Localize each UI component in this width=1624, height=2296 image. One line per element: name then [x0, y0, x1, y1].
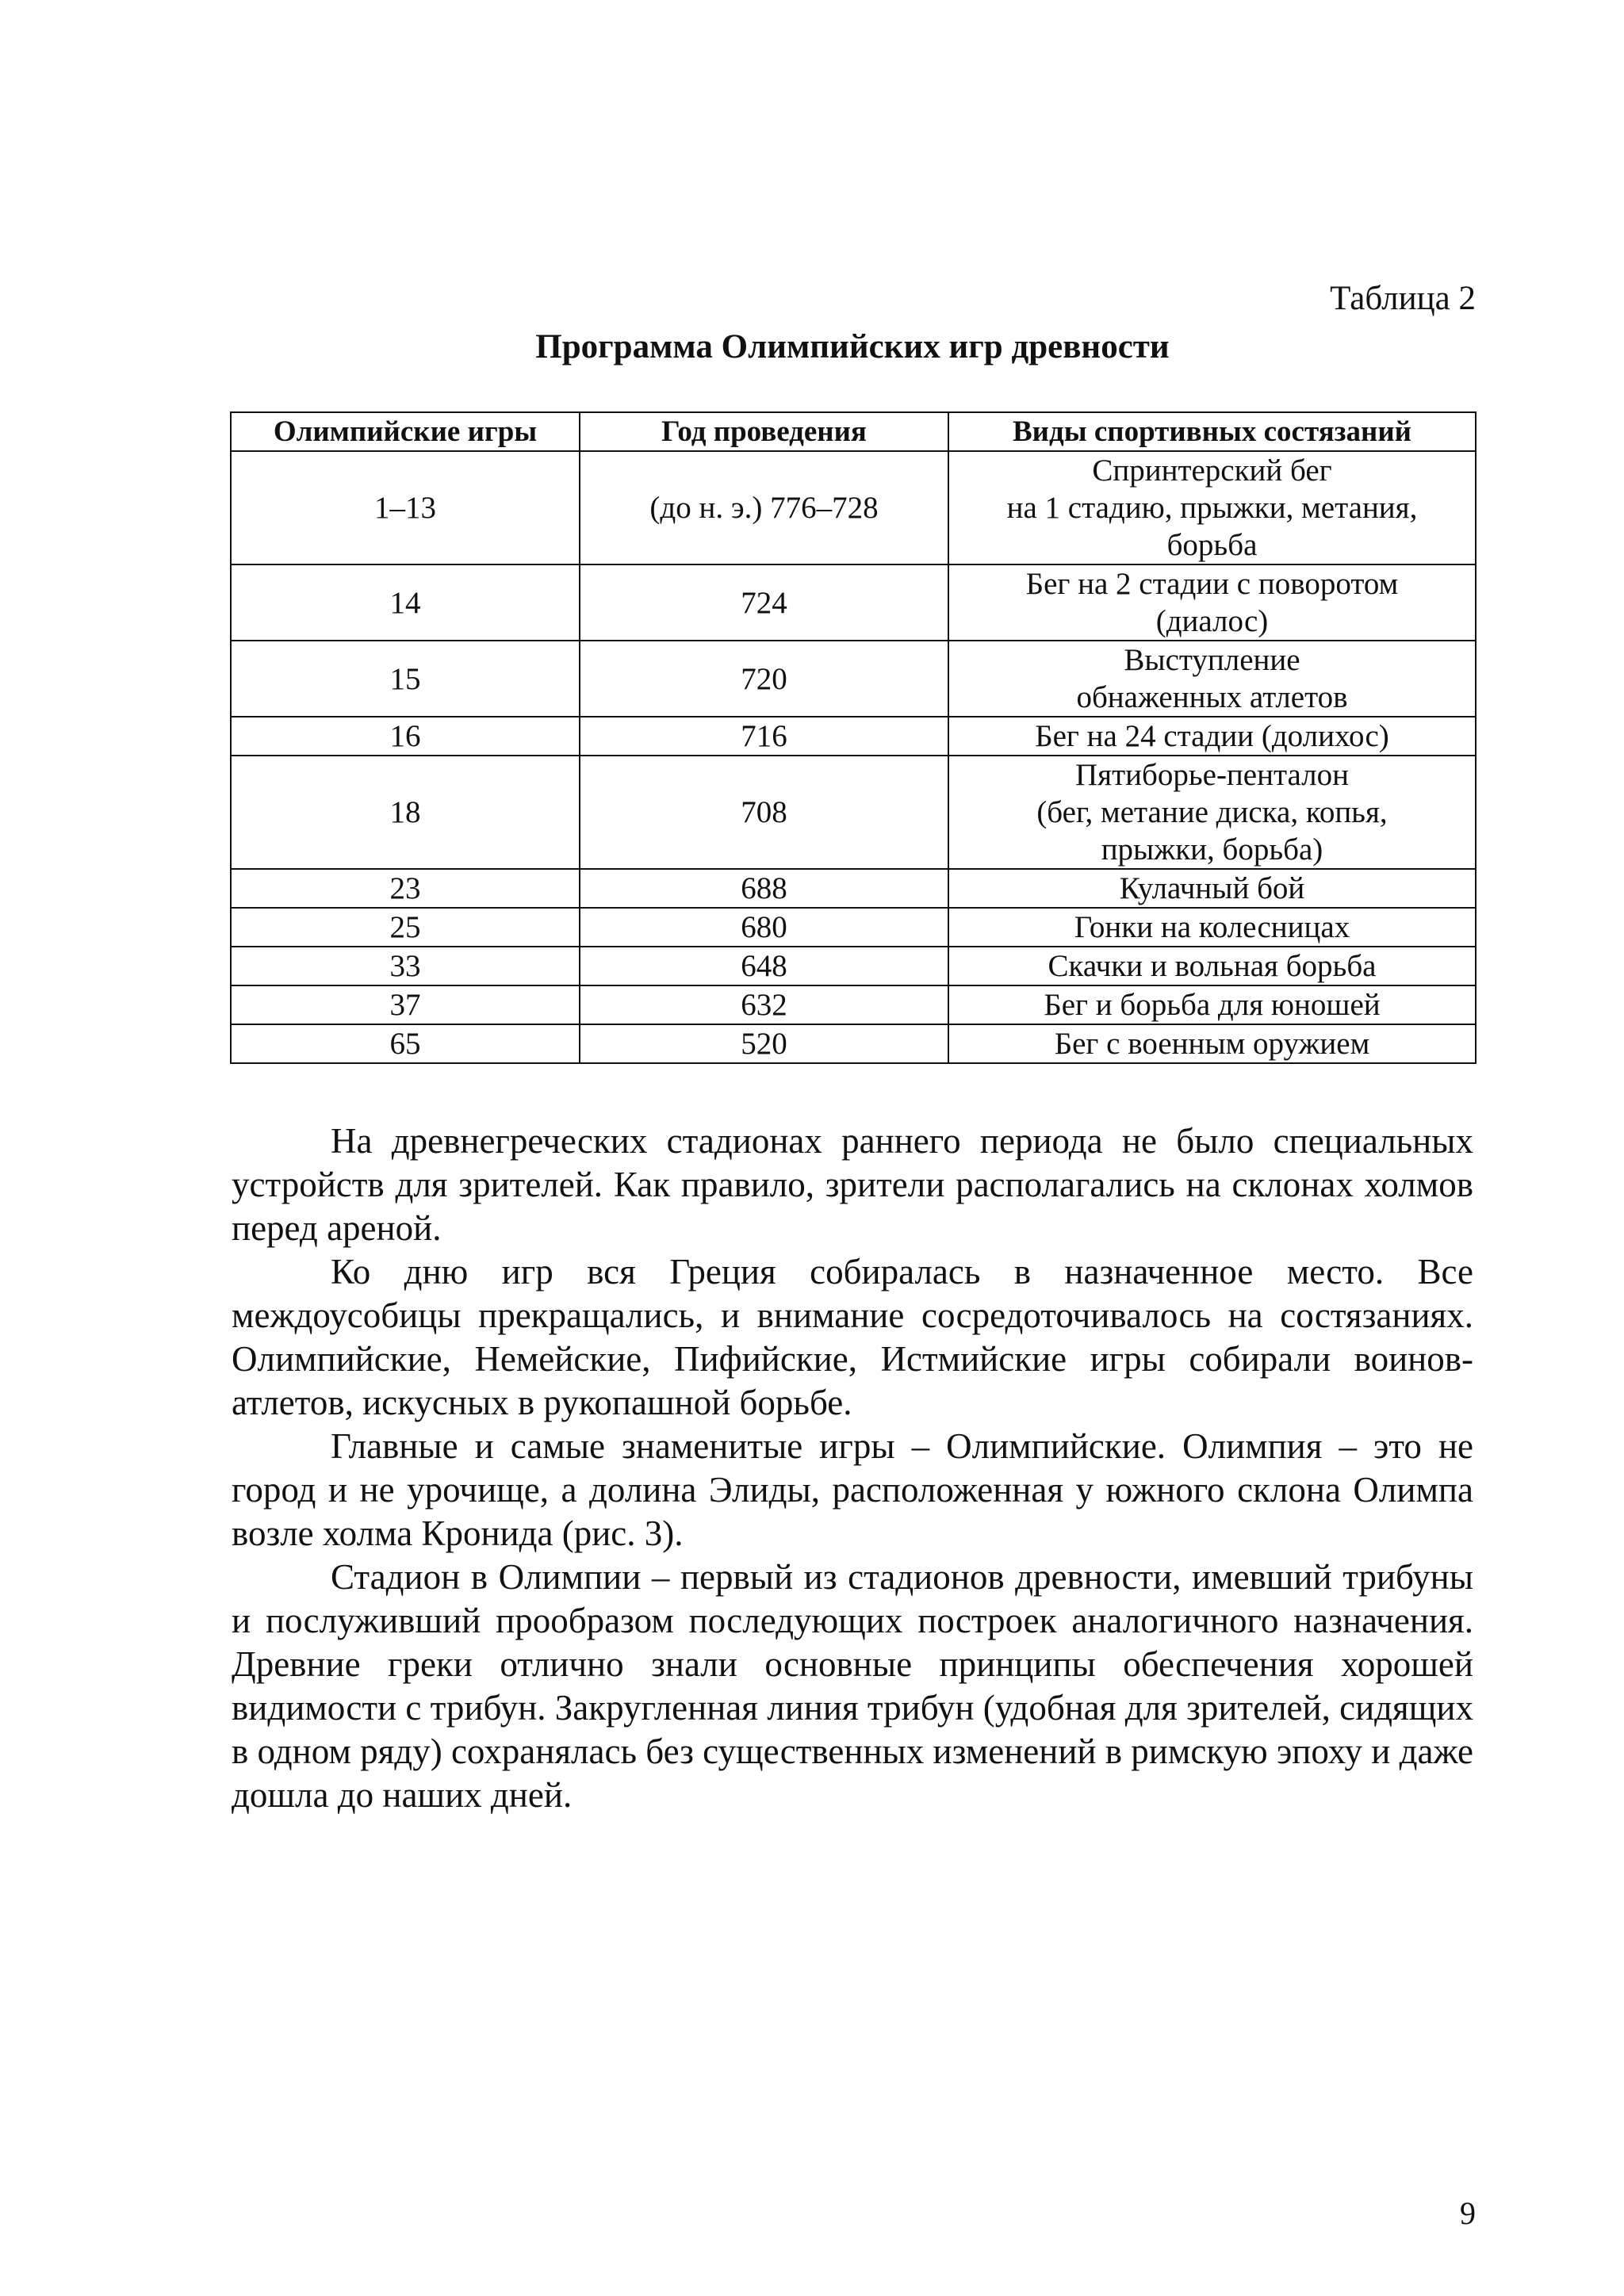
sport-line: Кулачный бой: [1119, 871, 1305, 905]
cell-games: 1–13: [231, 451, 580, 564]
table-row: [231, 717, 1476, 756]
cell-year: 716: [580, 717, 948, 756]
table-row: [231, 908, 1476, 947]
cell-games: 16: [231, 717, 580, 756]
sport-line: прыжки, борьба): [1101, 832, 1323, 867]
cell-sports: [948, 985, 1476, 1024]
cell-sports: [948, 1024, 1476, 1063]
cell-sports: [948, 947, 1476, 985]
header-sports: Виды спортивных состязаний: [948, 412, 1476, 451]
table-body: [231, 451, 1476, 1063]
cell-year: 632: [580, 985, 948, 1024]
cell-games: 15: [231, 641, 580, 717]
header-year: Год проведения: [580, 412, 948, 451]
paragraph: Главные и самые знаменитые игры – Олимпийские. Олимпия – это не город и не урочище, а долина Элиды, расположенная у южного склона Олимпа возле холма Кронида (рис. 3).: [232, 1426, 1473, 1553]
body-text: [232, 1119, 1473, 1817]
table-row: [231, 641, 1476, 717]
table-row: [231, 451, 1476, 564]
sport-line: Бег на 2 стадии с поворотом: [1025, 567, 1399, 601]
table-row: [231, 756, 1476, 869]
table-row: [231, 947, 1476, 985]
sport-line: обнаженных атлетов: [1076, 680, 1348, 714]
sport-line: борьба: [1166, 528, 1258, 562]
cell-sports: [948, 717, 1476, 756]
paragraph: Ко дню игр вся Греция собиралась в назначенное место. Все междоусобицы прекращались, и внимание сосредоточивалось на состязаниях. Олимпийские, Немейские, Пифийские, Истмийские игры собирали воинов-атлетов, искусных в рукопашной борьбе.: [232, 1252, 1473, 1422]
cell-year: 680: [580, 908, 948, 947]
cell-games: 25: [231, 908, 580, 947]
table-header-row: [231, 412, 1476, 451]
sport-line: Пятиборье-пенталон: [1074, 758, 1349, 792]
cell-sports: [948, 908, 1476, 947]
cell-games: 14: [231, 564, 580, 641]
sport-line: (диалос): [1155, 604, 1269, 638]
sport-line: Скачки и вольная борьба: [1048, 949, 1377, 983]
cell-sports: [948, 869, 1476, 908]
sport-line: на 1 стадию, прыжки, метания,: [1006, 491, 1418, 525]
table-row: [231, 985, 1476, 1024]
cell-games: 65: [231, 1024, 580, 1063]
sport-line: Бег и борьба для юношей: [1044, 988, 1381, 1022]
paragraph: Стадион в Олимпии – первый из стадионов древности, имевший трибуны и послуживший прообразом последующих построек аналогичного назначения. Древние греки отлично знали основные принципы обеспечения хорошей видимости с трибун. Закругленная линия трибун (удобная для зрителей, сидящих в одном ряду) сохранялась без существенных изменений в римскую эпоху и даже дошла до наших дней.: [232, 1557, 1473, 1815]
cell-year: 520: [580, 1024, 948, 1063]
sport-line: Выступление: [1124, 643, 1300, 677]
sport-line: (бег, метание диска, копья,: [1036, 795, 1388, 829]
cell-year: 708: [580, 756, 948, 869]
paragraph: На древнегреческих стадионах раннего периода не было специальных устройств для зрителей. Как правило, зрители располагались на склонах холмов перед ареной.: [232, 1121, 1473, 1248]
cell-year: 648: [580, 947, 948, 985]
cell-sports: [948, 641, 1476, 717]
cell-games: 37: [231, 985, 580, 1024]
cell-year: 688: [580, 869, 948, 908]
header-games: Олимпийские игры: [231, 412, 580, 451]
sport-line: Бег на 24 стадии (долихос): [1035, 719, 1389, 753]
cell-games: 18: [231, 756, 580, 869]
sport-line: Спринтерский бег: [1092, 453, 1332, 488]
cell-sports: [948, 756, 1476, 869]
cell-games: 33: [231, 947, 580, 985]
table-row: [231, 564, 1476, 641]
cell-year: (до н. э.) 776–728: [580, 451, 948, 564]
table-row: [231, 1024, 1476, 1063]
cell-sports: [948, 451, 1476, 564]
table-row: [231, 869, 1476, 908]
cell-sports: [948, 564, 1476, 641]
table-label: Таблица 2: [1330, 280, 1476, 317]
olympic-program-table: [230, 411, 1477, 1064]
table-title: Программа Олимпийских игр древности: [535, 328, 1170, 365]
cell-games: 23: [231, 869, 580, 908]
cell-year: 724: [580, 564, 948, 641]
sport-line: Бег с военным оружием: [1054, 1027, 1370, 1061]
cell-year: 720: [580, 641, 948, 717]
sport-line: Гонки на колесницах: [1074, 910, 1350, 944]
page-number: 9: [1460, 2195, 1476, 2231]
